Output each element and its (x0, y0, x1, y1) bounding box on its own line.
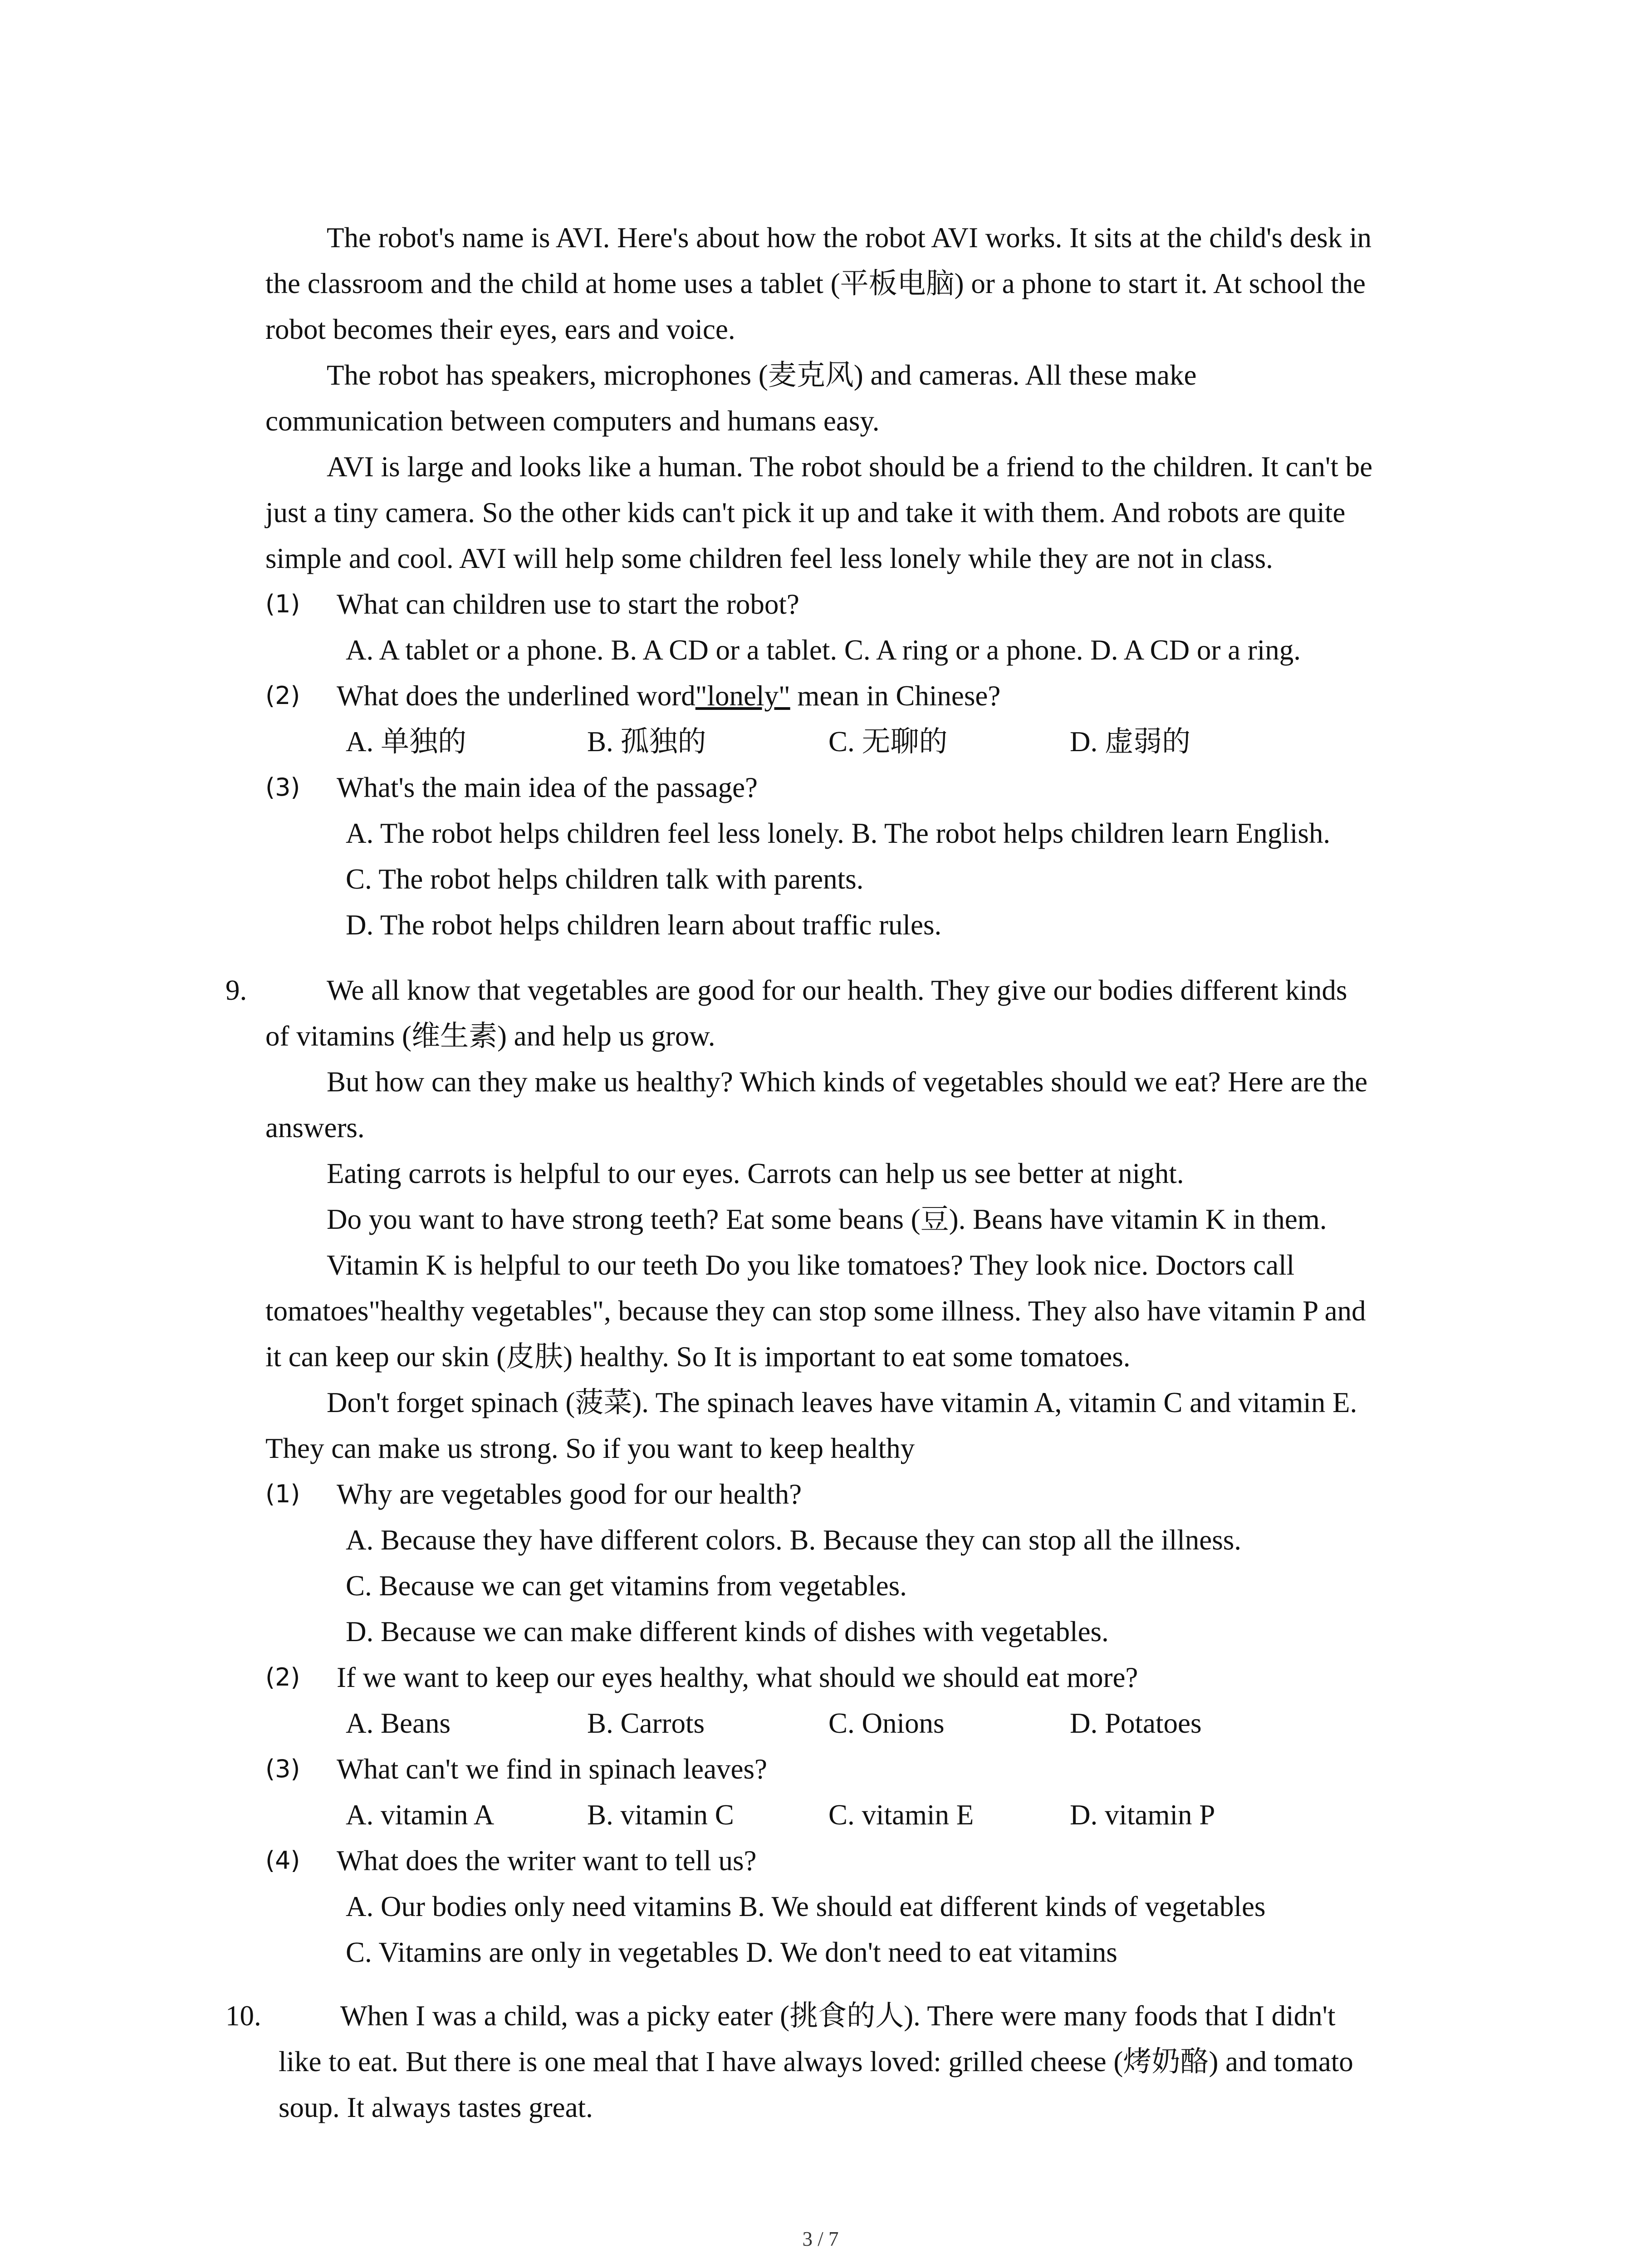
passage-line: simple and cool. AVI will help some children feel less lonely while they are not in class. (265, 543, 1273, 574)
option-b: B. Carrots (587, 1707, 705, 1739)
question-options: D. The robot helps children learn about traffic rules. (346, 909, 942, 941)
question-stem: What does the writer want to tell us? (337, 1845, 757, 1877)
passage-number: 9. (225, 974, 247, 1006)
passage-line: of vitamins (维生素) and help us grow. (265, 1020, 715, 1052)
passage-line: The robot's name is AVI. Here's about how the robot AVI works. It sits at the child's desk in (327, 222, 1372, 254)
passage-line: soup. It always tastes great. (279, 2092, 593, 2123)
question-options: D. Because we can make different kinds of dishes with vegetables. (346, 1616, 1109, 1647)
question-number: (2) (265, 1663, 300, 1691)
question-options: C. Because we can get vitamins from vegetables. (346, 1570, 907, 1602)
passage-line: communication between computers and humans easy. (265, 405, 880, 437)
passage-line: They can make us strong. So if you want to keep healthy (265, 1432, 915, 1464)
question-stem: What's the main idea of the passage? (337, 772, 758, 803)
option-d: D. vitamin P (1070, 1799, 1215, 1831)
question-options: A. Our bodies only need vitamins B. We should eat different kinds of vegetables (346, 1891, 1266, 1922)
option-c: C. vitamin E (828, 1799, 974, 1831)
question-number: (1) (265, 1480, 300, 1508)
option-a: A. 单独的 (346, 726, 466, 758)
passage-line: Eating carrots is helpful to our eyes. Carrots can help us see better at night. (327, 1158, 1184, 1189)
passage-line: it can keep our skin (皮肤) healthy. So It is important to eat some tomatoes. (265, 1341, 1131, 1373)
stem-text: What does the underlined word (337, 680, 696, 712)
question-options: A. The robot helps children feel less lonely. B. The robot helps children learn English. (346, 817, 1331, 849)
question-options (346, 723, 1344, 760)
passage-line: the classroom and the child at home uses a tablet (平板电脑) or a phone to start it. At school the (265, 268, 1366, 299)
passage-line: Do you want to have strong teeth? Eat some beans (豆). Beans have vitamin K in them. (327, 1203, 1327, 1235)
passage-line: But how can they make us healthy? Which kinds of vegetables should we eat? Here are the (327, 1066, 1368, 1098)
underlined-word: "lonely" (695, 680, 790, 712)
stem-text: mean in Chinese? (790, 680, 1001, 712)
question-stem: What can children use to start the robot? (337, 588, 799, 620)
option-b: B. vitamin C (587, 1799, 734, 1831)
passage-line: just a tiny camera. So the other kids can't pick it up and take it with them. And robots are quite (265, 497, 1346, 528)
passage-line: tomatoes"healthy vegetables", because they can stop some illness. They also have vitamin P and (265, 1295, 1366, 1327)
option-a: A. Beans (346, 1707, 451, 1739)
question-stem: What can't we find in spinach leaves? (337, 1753, 767, 1785)
question-number: (4) (265, 1846, 300, 1875)
passage-line: We all know that vegetables are good for our health. They give our bodies different kinds (327, 974, 1347, 1006)
passage-line: robot becomes their eyes, ears and voice. (265, 313, 735, 345)
question-options (346, 1705, 1344, 1741)
question-number: (3) (265, 773, 300, 802)
question-options: C. Vitamins are only in vegetables D. We don't need to eat vitamins (346, 1936, 1117, 1968)
passage-line: When I was a child, was a picky eater (挑食的人). There were many foods that I didn't (340, 2000, 1336, 2032)
question-stem: Why are vegetables good for our health? (337, 1478, 802, 1510)
question-number: (2) (265, 681, 300, 710)
question-stem: If we want to keep our eyes healthy, what should we should eat more? (337, 1662, 1138, 1693)
option-a: A. vitamin A (346, 1799, 495, 1831)
question-number: (3) (265, 1755, 300, 1783)
option-b: B. 孤独的 (587, 726, 706, 758)
passage-line: AVI is large and looks like a human. The robot should be a friend to the children. It can't be (327, 451, 1373, 483)
passage-line: like to eat. But there is one meal that I have always loved: grilled cheese (烤奶酪) and tomato (279, 2046, 1353, 2077)
passage-line: The robot has speakers, microphones (麦克风) and cameras. All these make (327, 359, 1197, 391)
passage-line: Don't forget spinach (菠菜). The spinach leaves have vitamin A, vitamin C and vitamin E. (327, 1387, 1357, 1418)
question-number: (1) (265, 590, 300, 618)
question-options (346, 1797, 1344, 1833)
question-stem (337, 678, 1000, 714)
passage-line: answers. (265, 1112, 365, 1144)
option-c: C. 无聊的 (828, 726, 948, 758)
question-options: C. The robot helps children talk with parents. (346, 863, 864, 895)
passage-line: Vitamin K is helpful to our teeth Do you like tomatoes? They look nice. Doctors call (327, 1249, 1295, 1281)
option-d: D. 虚弱的 (1070, 726, 1190, 758)
page-number: 3 / 7 (802, 2228, 839, 2250)
question-options: A. A tablet or a phone. B. A CD or a tablet. C. A ring or a phone. D. A CD or a ring. (346, 634, 1301, 666)
option-d: D. Potatoes (1070, 1707, 1202, 1739)
question-options: A. Because they have different colors. B. Because they can stop all the illness. (346, 1524, 1241, 1556)
option-c: C. Onions (828, 1707, 945, 1739)
passage-number: 10. (225, 2000, 261, 2032)
